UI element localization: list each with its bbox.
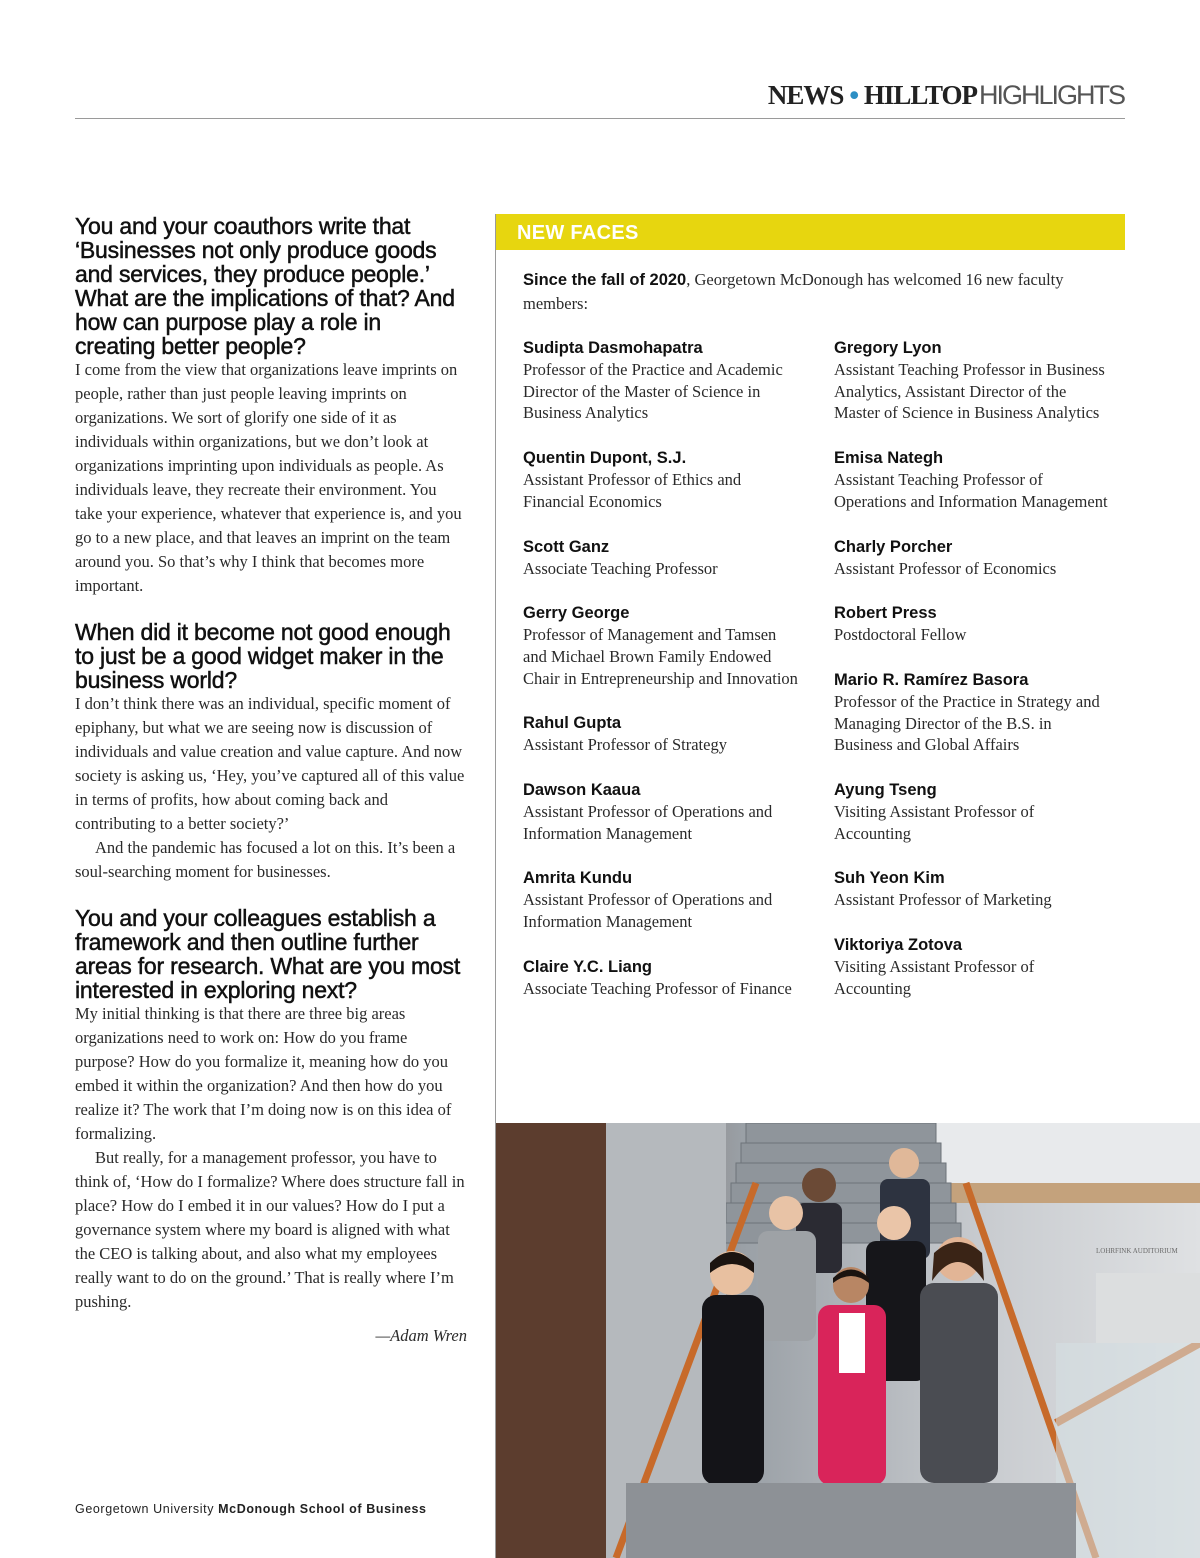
faculty-entry [523,536,798,580]
faculty-name: Suh Yeon Kim [834,869,945,888]
faculty-name: Robert Press [834,604,937,623]
faculty-name: Scott Ganz [523,537,610,556]
faculty-entry [523,337,798,424]
intro-rest: , Georgetown McDonough has welcomed 16 new faculty members: [523,270,1064,313]
masthead-highlights: HIGHLIGHTS [978,80,1124,110]
faculty-title: Professor of the Practice in Strategy and Managing Director of the B.S. in Business and Global Affairs [834,691,1100,755]
qa-block-2 [75,620,467,884]
faculty-entry [834,536,1109,580]
faculty-title: Assistant Professor of Operations and Information Management [523,802,773,843]
group-photo-illustration [496,1123,1200,1558]
faculty-entry [523,779,798,844]
faculty-group-photo [496,1123,1200,1558]
footer-university: Georgetown University [75,1502,215,1516]
faculty-title: Assistant Professor of Marketing [834,890,1052,910]
question-1: You and your coauthors write that ‘Businesses not only produce goods and services, they produce people.’ What are the implications of that? And how can purpose play a role in creating better people? [75,213,455,359]
question-3: You and your colleagues establish a framework and then outline further areas for research. What are you most interested in exploring next? [75,905,461,1003]
faculty-title: Assistant Teaching Professor in Business Analytics, Assistant Director of the Master of Science in Business Analytics [834,360,1105,423]
masthead-news: NEWS [767,80,844,110]
faculty-title: Visiting Assistant Professor of Accounting [834,957,1035,998]
faculty-entry [834,447,1109,512]
faculty-title: Assistant Professor of Ethics and Financial Economics [523,470,742,511]
faculty-entry [834,602,1109,646]
faculty-name: Amrita Kundu [523,869,633,888]
faculty-entry [523,712,798,756]
faculty-title: Assistant Professor of Operations and Information Management [523,890,773,932]
footer [75,1502,427,1516]
faculty-title: Professor of Management and Tamsen and Michael Brown Family Endowed Chair in Entrepreneurship and Innovation [523,625,798,688]
new-faces-heading: NEW FACES [517,222,639,244]
faculty-entry [834,934,1109,999]
new-faces-banner [496,214,1125,250]
answer-3-p1: My initial thinking is that there are three big areas organizations need to work on: How do you frame purpose? How do you formalize it, meaning how do you embed it within the organization? And then how do you realize it? The work that I’m doing now is on this idea of formalizing. [75,1004,452,1143]
faculty-name: Quentin Dupont, S.J. [523,449,687,468]
answer-3-p2: But really, for a management professor, you have to think of, ‘How do I formalize? Where does structure fall in place? How do I embed it in our values? How do I put a governance system where my board is aligned with what the CEO is talking about, and also what my employees really want to do on the ground.’ That is really where I’m pushing. [75,1148,465,1311]
faculty-name: Rahul Gupta [523,714,622,733]
faculty-name: Sudipta Dasmohapatra [523,339,703,357]
faculty-name: Mario R. Ramírez Basora [834,670,1029,689]
faculty-title: Assistant Professor of Strategy [523,735,727,755]
faculty-column-1 [523,337,798,1023]
faculty-entry [834,779,1109,844]
faculty-name: Charly Porcher [834,537,953,556]
auditorium-sign: LOHRFINK AUDITORIUM [1096,1247,1178,1255]
faculty-name: Ayung Tseng [834,781,937,800]
faculty-entry [523,447,798,512]
interview-column [75,214,467,1348]
qa-block-3 [75,906,467,1314]
faculty-title: Visiting Assistant Professor of Accounting [834,802,1035,843]
masthead-dot: • [849,80,858,110]
faculty-name: Emisa Nategh [834,449,944,468]
footer-school: McDonough School of Business [218,1502,427,1516]
byline: —Adam Wren [375,1326,467,1345]
faculty-entry [523,867,798,932]
faculty-name: Viktoriya Zotova [834,936,963,955]
faculty-name: Claire Y.C. Liang [523,957,652,976]
faculty-entry [523,602,798,689]
faculty-column-2 [834,337,1109,1023]
faculty-name: Dawson Kaaua [523,781,641,800]
intro-lead: Since the fall of 2020 [523,271,687,289]
masthead-hilltop: HILLTOP [863,80,977,110]
faculty-entry [834,337,1109,424]
faculty-title: Assistant Professor of Economics [834,558,1057,578]
faculty-title: Associate Teaching Professor of Finance [523,978,792,998]
faculty-name: Gregory Lyon [834,339,942,357]
answer-2-p1: I don’t think there was an individual, specific moment of epiphany, but what we are seeing now is discussion of individuals and value creation and value capture. And now society is asking us, ‘Hey, you’ve captured all of this value in terms of profits, how about coming back and contributing to a better society?’ [75,694,465,833]
faculty-entry [834,867,1109,911]
faculty-title: Associate Teaching Professor [523,558,718,578]
question-2: When did it become not good enough to just be a good widget maker in the business world? [75,619,451,693]
faculty-entry [523,956,798,1000]
answer-2-p2: And the pandemic has focused a lot on this. It’s been a soul-searching moment for businesses. [75,838,456,881]
qa-block-1 [75,214,467,598]
faculty-name: Gerry George [523,604,630,623]
faculty-title: Professor of the Practice and Academic Director of the Master of Science in Business Analytics [523,360,783,423]
header-divider [75,118,1125,119]
new-faces-intro [523,268,1083,316]
answer-1-p1: I come from the view that organizations leave imprints on people, rather than just people leaving imprints on organizations. We sort of glorify one side of it as individuals within organizations, but we don’t look at organizations imprinting upon individuals as people. As individuals leave, they recreate their environment. You take your experience, whatever that experience is, and you go to a new place, and that leaves an imprint on the team around you. So that’s why I think that becomes more important. [75,360,462,595]
faculty-title: Postdoctoral Fellow [834,625,967,645]
faculty-title: Assistant Teaching Professor of Operations and Information Management [834,470,1108,511]
masthead [768,80,1124,120]
faculty-entry [834,669,1109,756]
